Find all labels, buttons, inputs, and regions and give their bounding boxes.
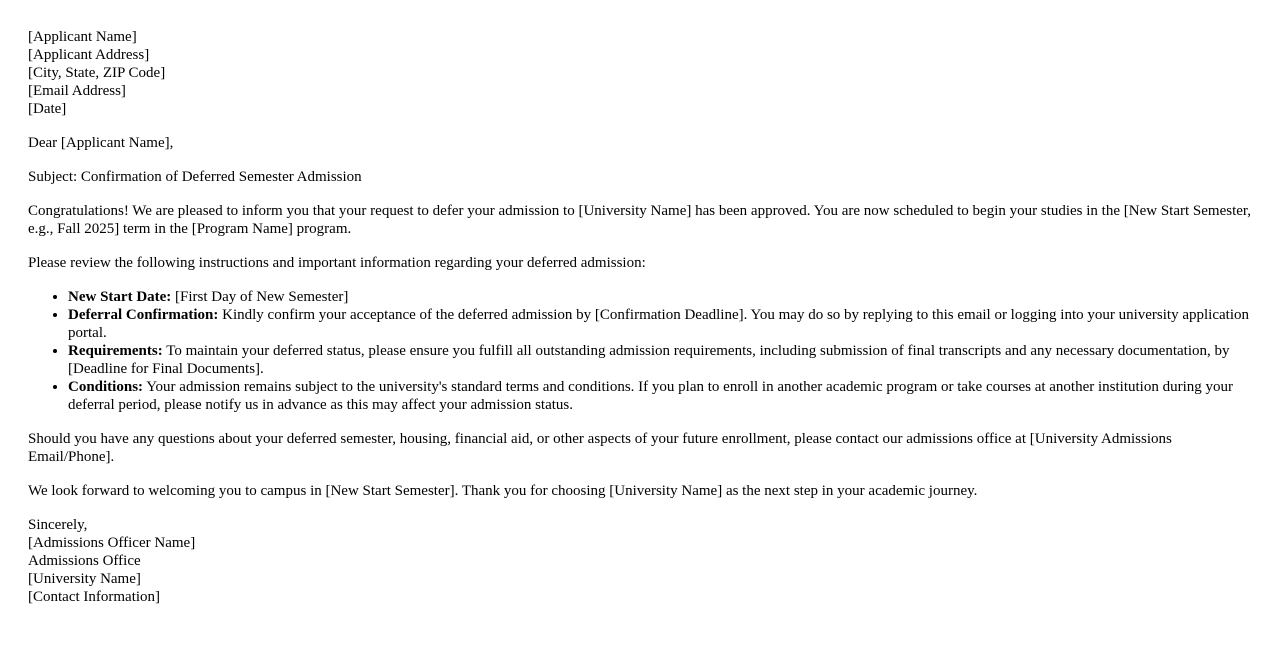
applicant-address: [Applicant Address] <box>28 47 150 63</box>
letter-body <box>28 28 1253 622</box>
greeting: Dear [Applicant Name], <box>28 135 174 151</box>
list-item <box>68 342 1253 378</box>
list-item-text: Kindly confirm your acceptance of the deferred admission by [Confirmation Deadline]. You may do so by replying to this email or logging into your university application portal. <box>68 307 1249 341</box>
applicant-name: [Applicant Name] <box>28 29 137 45</box>
applicant-header <box>28 28 1253 118</box>
list-item-text: Your admission remains subject to the university's standard terms and conditions. If you plan to enroll in another academic program or take courses at another institution during your deferral period, please notify us in advance as this may affect your admission status. <box>68 379 1233 413</box>
list-item-text: To maintain your deferred status, please ensure you fulfill all outstanding admission requirements, including submission of final transcripts and any necessary documentation, by [Deadline for Final Documents]. <box>68 343 1230 377</box>
applicant-city: [City, State, ZIP Code] <box>28 65 166 81</box>
subject-line: Subject: Confirmation of Deferred Semester Admission <box>28 169 362 185</box>
list-item <box>68 306 1253 342</box>
signoff: Sincerely, <box>28 517 88 533</box>
intro-paragraph: Congratulations! We are pleased to inform you that your request to defer your admission to [University Name] has been approved. You are now scheduled to begin your studies in the [New Start Semester, e.g., Fall 2025] term in the [Program Name] program. <box>28 203 1252 237</box>
office-name: Admissions Office <box>28 553 141 569</box>
list-item-label: Conditions: <box>68 379 144 395</box>
officer-name: [Admissions Officer Name] <box>28 535 196 551</box>
list-item-text: [First Day of New Semester] <box>171 289 349 305</box>
letter-date: [Date] <box>28 101 67 117</box>
list-item-label: Requirements: <box>68 343 163 359</box>
applicant-email: [Email Address] <box>28 83 126 99</box>
review-paragraph: Please review the following instructions and important information regarding your deferred admission: <box>28 255 646 271</box>
list-item-label: Deferral Confirmation: <box>68 307 219 323</box>
contact-information: [Contact Information] <box>28 589 161 605</box>
closing-paragraph: We look forward to welcoming you to campus in [New Start Semester]. Thank you for choosing [University Name] as the next step in your academic journey. <box>28 483 978 499</box>
questions-paragraph: Should you have any questions about your deferred semester, housing, financial aid, or other aspects of your future enrollment, please contact our admissions office at [University Admissions Email/Phone]. <box>28 431 1172 465</box>
list-item-label: New Start Date: <box>68 289 172 305</box>
university-name: [University Name] <box>28 571 141 587</box>
list-item <box>68 378 1253 414</box>
signature-block <box>28 516 1253 606</box>
list-item <box>68 288 1253 306</box>
instructions-list <box>28 288 1253 414</box>
